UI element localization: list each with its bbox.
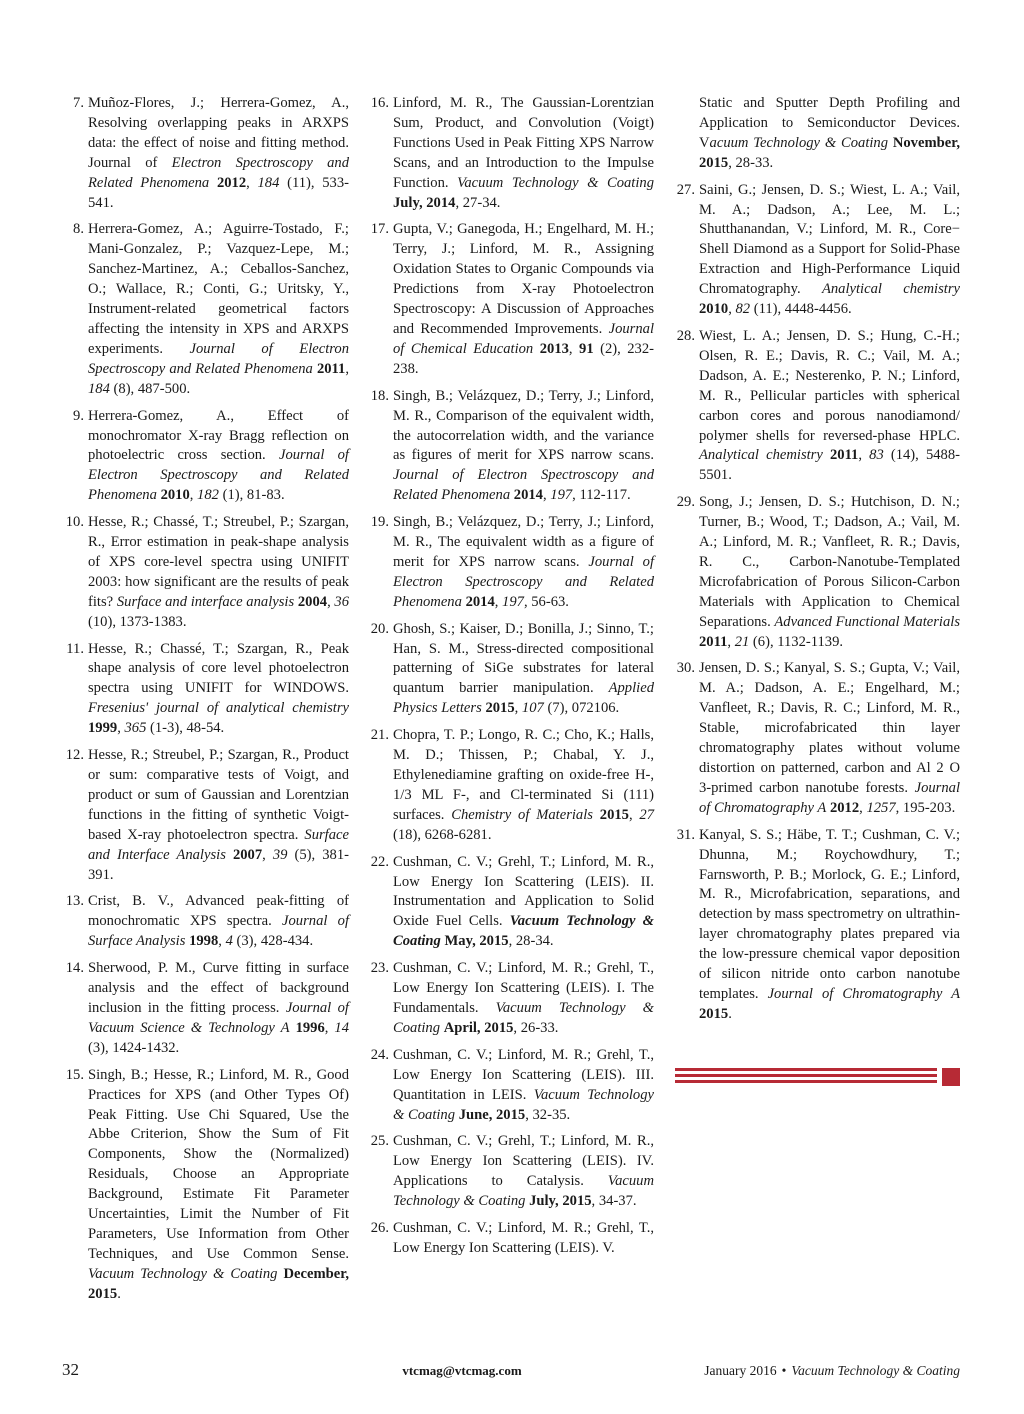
- reference-number: 17.: [370, 221, 389, 238]
- reference-item: [62, 407, 349, 507]
- reference-text: Static and Sputter Depth Profiling and Application to Semiconductor Devices. V: [699, 95, 960, 151]
- reference-text: (7), 072106.: [543, 700, 620, 717]
- reference-number: 10.: [65, 514, 84, 531]
- reference-text: (14), 5488-5501.: [699, 447, 960, 484]
- reference-item: [367, 726, 654, 845]
- reference-text: Journal of Chemical Education: [393, 320, 654, 357]
- reference-text: 2011: [699, 633, 728, 650]
- reference-text: Cushman, C. V.; Grehl, T.; Linford, M. R., Low Energy Ion Scattering (LEIS). II. Instrumentation and Application to Solid Oxide Fuel Cells.: [393, 853, 654, 930]
- reference-text: 2004: [297, 593, 328, 610]
- reference-text: November, 2015: [699, 134, 960, 171]
- reference-column-3: [673, 94, 960, 1032]
- reference-number: 16.: [370, 95, 389, 111]
- reference-text: Vacuum Technology & Coating: [393, 913, 654, 950]
- reference-text: Surface and Interface Analysis: [88, 826, 349, 863]
- reference-item: [367, 1132, 654, 1212]
- reference-text: ,: [859, 799, 867, 816]
- reference-item: [367, 513, 654, 613]
- reference-text: 2013: [539, 340, 569, 357]
- reference-text: ,: [117, 720, 125, 737]
- reference-text: 2010: [699, 301, 729, 318]
- reference-number: 20.: [370, 620, 389, 637]
- reference-list-1: [62, 94, 349, 1305]
- reference-number: 30.: [676, 660, 695, 677]
- reference-text: Chemistry of Materials: [451, 806, 593, 823]
- reference-number: 19.: [370, 514, 389, 531]
- reference-number: 29.: [676, 494, 695, 511]
- reference-text: ,: [327, 593, 335, 610]
- reference-text: 14: [334, 1019, 349, 1036]
- reference-text: ,: [324, 1019, 335, 1036]
- reference-text: Journal of Electron Spectroscopy and Related Phenomena: [88, 447, 349, 504]
- reference-text: , 34-37.: [591, 1193, 637, 1210]
- reference-item: [62, 220, 349, 399]
- reference-text: Electron Spectroscopy and Related Phenomena: [88, 154, 349, 191]
- reference-text: (18), 6268-6281.: [393, 826, 492, 843]
- reference-number: 18.: [370, 387, 389, 404]
- end-mark-square: [942, 1068, 960, 1086]
- reference-text: , 26-33.: [513, 1019, 559, 1036]
- reference-text: 2015: [485, 700, 515, 717]
- issue-date: January 2016: [704, 1363, 777, 1378]
- reference-text: Fresenius' journal of analytical chemistry: [88, 700, 349, 717]
- reference-item: [673, 493, 960, 652]
- reference-text: , 112-117.: [572, 487, 631, 504]
- reference-text: Vacuum Technology & Coating: [393, 1086, 654, 1123]
- reference-number: 7.: [73, 95, 84, 111]
- reference-text: Applied Physics Letters: [393, 680, 654, 717]
- reference-item: [367, 1219, 654, 1259]
- reference-text: 184: [257, 174, 280, 191]
- reference-text: Vacuum Technology & Coating: [393, 999, 654, 1036]
- reference-text: ,: [246, 174, 258, 191]
- reference-text: Analytical chemistry: [821, 281, 960, 298]
- reference-text: Kanyal, S. S.; Häbe, T. T.; Cushman, C. V.; Dhunna, M.; Roychowdhury, T.; Farnsworth, P. B.; Morlock, G. E.; Linford, M. R., Microfabrication, separations, and detection by mass spectrometry on ultrathin-layer chromatography plates prepared via the low-pressure chemical vapor deposition of silicon nitride onto carbon nanotube templates.: [699, 826, 960, 1002]
- reference-text: Journal of Chromatography A: [699, 779, 960, 816]
- reference-text: 1257: [866, 799, 896, 816]
- reference-text: (5), 381-391.: [88, 846, 349, 883]
- reference-text: 2010: [160, 487, 190, 504]
- reference-text: July, 2014: [393, 194, 456, 211]
- reference-text: Cushman, C. V.; Linford, M. R.; Grehl, T., Low Energy Ion Scattering (LEIS). V.: [393, 1220, 654, 1256]
- reference-text: (3), 1424-1432.: [88, 1039, 180, 1056]
- reference-text: [226, 847, 233, 863]
- reference-text: .: [728, 1005, 732, 1022]
- reference-number: 31.: [676, 826, 695, 843]
- reference-item: [367, 94, 654, 213]
- reference-number: 22.: [370, 853, 389, 870]
- reference-text: [823, 447, 830, 463]
- reference-item: [367, 853, 654, 953]
- reference-item: [62, 1066, 349, 1305]
- reference-text: 36: [334, 593, 350, 610]
- reference-text: , 28-34.: [508, 933, 554, 950]
- reference-text: Hesse, R.; Chassé, T.; Streubel, P.; Szargan, R., Error estimation in peak-shape analysis of XPS core-level spectra using UNIFIT 2003: how significant are the results of peak fits?: [88, 514, 349, 610]
- reference-item: [673, 826, 960, 1025]
- end-rule-2: [675, 1074, 937, 1077]
- footer-journal: [704, 1363, 960, 1379]
- reference-text: (2), 232-238.: [393, 340, 654, 377]
- reference-text: Song, J.; Jensen, D. S.; Hutchison, D. N.; Turner, B.; Wood, T.; Dadson, A.; Vail, M. A.; Linford, M. R.; Vanfleet, R. R.; Davis, R. C., Carbon-Nanotube-Templated Microfabrication of Porous Silicon-Carbon Materials with Application to Chemical Separations.: [699, 494, 960, 630]
- reference-item: [673, 327, 960, 486]
- reference-item: [62, 892, 349, 952]
- reference-item: [367, 387, 654, 506]
- reference-text: ,: [262, 846, 273, 863]
- reference-text: Vacuum Technology & Coating: [88, 1265, 278, 1282]
- reference-list-3: [673, 94, 960, 1025]
- reference-text: , 27-34.: [455, 194, 501, 211]
- reference-text: Analytical chemistry: [699, 447, 823, 464]
- reference-text: Cushman, C. V.; Linford, M. R.; Grehl, T., Low Energy Ion Scattering (LEIS). I. The Fundamentals.: [393, 960, 654, 1016]
- reference-text: 2015: [699, 1005, 729, 1022]
- reference-text: Singh, B.; Velázquez, D.; Terry, J.; Linford, M. R., Comparison of the equivalent width, the autocorrelation width, and the variance as figures of merit for XPS narrow scans.: [393, 387, 654, 464]
- reference-item: [62, 94, 349, 213]
- reference-text: 21: [734, 633, 750, 650]
- reference-number: 28.: [676, 327, 695, 344]
- reference-text: Herrera-Gomez, A., Effect of monochromator X-ray Bragg reflection on photoelectric cross section.: [88, 407, 349, 464]
- page-number: 32: [62, 1360, 79, 1379]
- reference-text: ,: [727, 633, 735, 650]
- reference-text: April, 2015: [443, 1019, 514, 1036]
- reference-text: Journal of Vacuum Science & Technology A: [88, 999, 349, 1036]
- reference-item: [62, 640, 349, 740]
- reference-text: 2011: [316, 360, 346, 377]
- reference-text: .: [117, 1285, 121, 1302]
- reference-text: ,: [345, 360, 349, 377]
- reference-number: 12.: [65, 747, 84, 764]
- reference-text: (11), 4448-4456.: [750, 301, 852, 318]
- reference-item: [367, 1046, 654, 1126]
- reference-text: , 28-33.: [728, 154, 774, 171]
- reference-text: Singh, B.; Hesse, R.; Linford, M. R., Good Practices for XPS (and Other Types Of) Peak Fitting. Use Chi Squared, Use the Abbe Criterion, Show the Sum of Fit Components, Show the (Normalized) Residuals, Choose an Appropriate Background, Estimate Fit Parameter Uncertainties, Limit the Number of Fit Parameters, Use Information from Other Techniques, and Use Common Sense.: [88, 1066, 349, 1262]
- reference-text: (10), 1373-1383.: [88, 613, 187, 630]
- reference-text: Crist, B. V., Advanced peak-fitting of monochromatic XPS spectra.: [88, 893, 349, 930]
- end-rule-1: [675, 1068, 937, 1071]
- reference-text: Journal of Electron Spectroscopy and Related Phenomena: [88, 340, 349, 377]
- reference-item: [367, 620, 654, 720]
- reference-text: (6), 1132-1139.: [749, 633, 844, 650]
- reference-column-1: [62, 94, 349, 1312]
- reference-item: [62, 513, 349, 632]
- reference-number: 26.: [370, 1220, 389, 1237]
- reference-text: Cushman, C. V.; Grehl, T.; Linford, M. R., Low Energy Ion Scattering (LEIS). IV. Applications to Catalysis.: [393, 1133, 654, 1190]
- reference-text: May, 2015: [444, 933, 509, 950]
- reference-text: Herrera-Gomez, A.; Aguirre-Tostado, F.; Mani-Gonzalez, P.; Vazquez-Lepe, M.; Sanchez-Martinez, A.; Ceballos-Sanchez, O.; Wallace, R.; Conti, G.; Uritsky, Y., Instrument-related geometrical factors affecting the intensity in XPS and ARXPS experiments.: [88, 221, 349, 357]
- reference-text: 2011: [829, 447, 859, 464]
- reference-number: 27.: [676, 181, 695, 198]
- reference-text: 2012: [216, 174, 247, 191]
- reference-item: [62, 959, 349, 1059]
- reference-text: ,: [542, 487, 551, 504]
- reference-text: 91: [579, 340, 594, 357]
- footer-email[interactable]: vtcmag@vtcmag.com: [402, 1363, 522, 1378]
- reference-text: 107: [521, 700, 544, 717]
- reference-item: [367, 220, 654, 379]
- reference-text: 365: [124, 720, 147, 737]
- reference-text: 82: [735, 301, 751, 318]
- reference-text: 2007: [232, 846, 263, 863]
- footer-bullet: •: [781, 1363, 787, 1378]
- reference-text: Wiest, L. A.; Jensen, D. S.; Hung, C.-H.; Olsen, R. E.; Davis, R. C.; Vail, M. A.; Dadson, A. E.; Nesterenko, P. N.; Linford, M. R., Pellicular particles with spherical carbon cores and porous nanodiamond/ polymer shells for reversed-phase HPLC.: [699, 327, 960, 444]
- reference-text: 197: [502, 593, 524, 610]
- reference-text: ,: [568, 340, 580, 357]
- reference-item: [367, 959, 654, 1039]
- reference-text: Journal of Electron Spectroscopy and Related Phenomena: [393, 553, 655, 610]
- reference-number: 9.: [73, 407, 84, 424]
- reference-text: , 56-63.: [523, 593, 569, 610]
- reference-text: ,: [494, 593, 503, 610]
- reference-text: 182: [197, 487, 219, 504]
- reference-text: , 195-203.: [895, 799, 956, 816]
- reference-number: 13.: [65, 893, 84, 910]
- reference-text: (1), 81-83.: [218, 487, 285, 504]
- reference-number: 11.: [66, 640, 84, 657]
- reference-text: Saini, G.; Jensen, D. S.; Wiest, L. A.; Vail, M. A.; Dadson, A.; Lee, M. L.; Shutthanandan, V.; Linford, M. R., Core− Shell Diamond as a Support for Solid-Phase Extraction and High-Performance Liquid Chromatography.: [699, 181, 960, 298]
- reference-text: acuum Technology & Coating: [709, 134, 889, 151]
- reference-text: Vacuum Technology & Coating: [457, 174, 655, 191]
- reference-text: 1999: [88, 720, 118, 737]
- journal-name: Vacuum Technology & Coating: [791, 1363, 960, 1378]
- reference-number: 25.: [370, 1133, 389, 1150]
- reference-text: December, 2015: [88, 1265, 350, 1302]
- reference-text: , 32-35.: [525, 1106, 571, 1123]
- reference-item: [62, 746, 349, 885]
- reference-number: 23.: [370, 960, 389, 977]
- reference-text: Vacuum Technology & Coating: [393, 1173, 654, 1210]
- reference-text: 184: [88, 380, 110, 397]
- reference-text: 39: [272, 846, 288, 863]
- reference-text: Singh, B.; Velázquez, D.; Terry, J.; Linford, M. R., The equivalent width as a figure of merit for XPS narrow scans.: [393, 514, 654, 570]
- reference-text: ,: [189, 487, 198, 504]
- reference-text: Cushman, C. V.; Linford, M. R.; Grehl, T., Low Energy Ion Scattering (LEIS). III. Quantitation in LEIS.: [393, 1046, 654, 1103]
- reference-text: 2015: [599, 806, 629, 823]
- reference-text: ,: [514, 700, 522, 717]
- reference-text: Journal of Surface Analysis: [88, 913, 349, 950]
- reference-text: Hesse, R.; Streubel, P.; Szargan, R., Product or sum: comparative tests of Voigt, and product or sum of Gaussian and Lorentzian functions in the fitting of synthetic Voigt-based X-ray photoelectron spectra.: [88, 747, 349, 843]
- reference-text: 27: [639, 806, 655, 823]
- reference-number: 15.: [65, 1066, 84, 1083]
- reference-continuation: [673, 94, 960, 174]
- reference-text: Advanced Functional Materials: [774, 613, 961, 630]
- reference-text: [209, 175, 217, 191]
- reference-text: Journal of Electron Spectroscopy and Related Phenomena: [393, 467, 654, 504]
- reference-text: 2014: [513, 487, 543, 504]
- reference-text: Gupta, V.; Ganegoda, H.; Engelhard, M. H.; Terry, J.; Linford, M. R., Assigning Oxidation States to Organic Compounds via Predictions from X-ray Photoelectron Spectroscopy: A Discussion of Approaches and Recommended Improvements.: [393, 221, 654, 337]
- reference-text: Sherwood, P. M., Curve fitting in surface analysis and the effect of background inclusion in the fitting process.: [88, 960, 349, 1016]
- reference-text: ,: [858, 447, 870, 464]
- reference-text: July, 2015: [529, 1193, 592, 1210]
- reference-text: Linford, M. R., The Gaussian-Lorentzian Sum, Product, and Convolution (Voigt) Functions Used in Peak Fitting XPS Narrow Scans, and an Introduction to the Impulse Function.: [393, 95, 654, 191]
- reference-text: Chopra, T. P.; Longo, R. C.; Cho, K.; Halls, M. D.; Thissen, P.; Chabal, Y. J., Ethylenediamine grafting on oxide-free H-, 1/3 ML F-, and Cl-terminated Si (111) surfaces.: [393, 727, 654, 823]
- reference-text: June, 2015: [458, 1106, 526, 1123]
- reference-text: 1998: [189, 933, 219, 950]
- reference-list-2: [367, 94, 654, 1259]
- reference-text: (3), 428-434.: [232, 933, 314, 950]
- reference-item: [673, 659, 960, 818]
- reference-text: Muñoz-Flores, J.; Herrera-Gomez, A., Resolving overlapping peaks in ARXPS data: the effect of noise and fitting method. Journal of: [88, 95, 349, 171]
- reference-text: 2012: [829, 799, 860, 816]
- reference-text: (1-3), 48-54.: [146, 720, 225, 737]
- end-rule-3: [675, 1080, 937, 1083]
- reference-text: ,: [628, 806, 640, 823]
- reference-text: 1996: [295, 1019, 325, 1036]
- reference-number: 8.: [73, 221, 84, 238]
- reference-text: 83: [869, 447, 884, 464]
- reference-text: Ghosh, S.; Kaiser, D.; Bonilla, J.; Sinno, T.; Han, S. M., Stress-directed compositional patterning of SiGe substrates for lateral quantum barrier manipulation.: [393, 620, 654, 697]
- reference-text: Surface and interface analysis: [116, 593, 295, 610]
- reference-text: Hesse, R.; Chassé, T.; Szargan, R., Peak shape analysis of core level photoelectron spectra using UNIFIT for WINDOWS.: [88, 640, 349, 697]
- reference-text: (11), 533-541.: [88, 174, 350, 211]
- reference-item: [673, 181, 960, 320]
- reference-text: 2014: [465, 593, 495, 610]
- reference-column-2: [367, 94, 654, 1266]
- reference-text: 197: [550, 487, 573, 504]
- reference-text: Journal of Chromatography A: [767, 985, 960, 1002]
- reference-number: 24.: [370, 1046, 389, 1063]
- reference-text: [593, 807, 600, 823]
- reference-text: ,: [218, 933, 226, 950]
- reference-text: Jensen, D. S.; Kanyal, S. S.; Gupta, V.; Vail, M. A.; Dadson, A. E.; Engelhard, M.; Vanfleet, R.; Davis, R. C.; Linford, M. R., Stable, microfabricated thin layer chromatography plates without volume distortion on patterned, carbon and Al 2 O 3-primed carbon nanotube forests.: [699, 660, 960, 796]
- reference-text: ,: [728, 301, 736, 318]
- reference-text: 4: [225, 933, 233, 950]
- reference-number: 21.: [370, 727, 389, 744]
- reference-number: 14.: [65, 960, 84, 977]
- reference-text: (8), 487-500.: [109, 380, 191, 397]
